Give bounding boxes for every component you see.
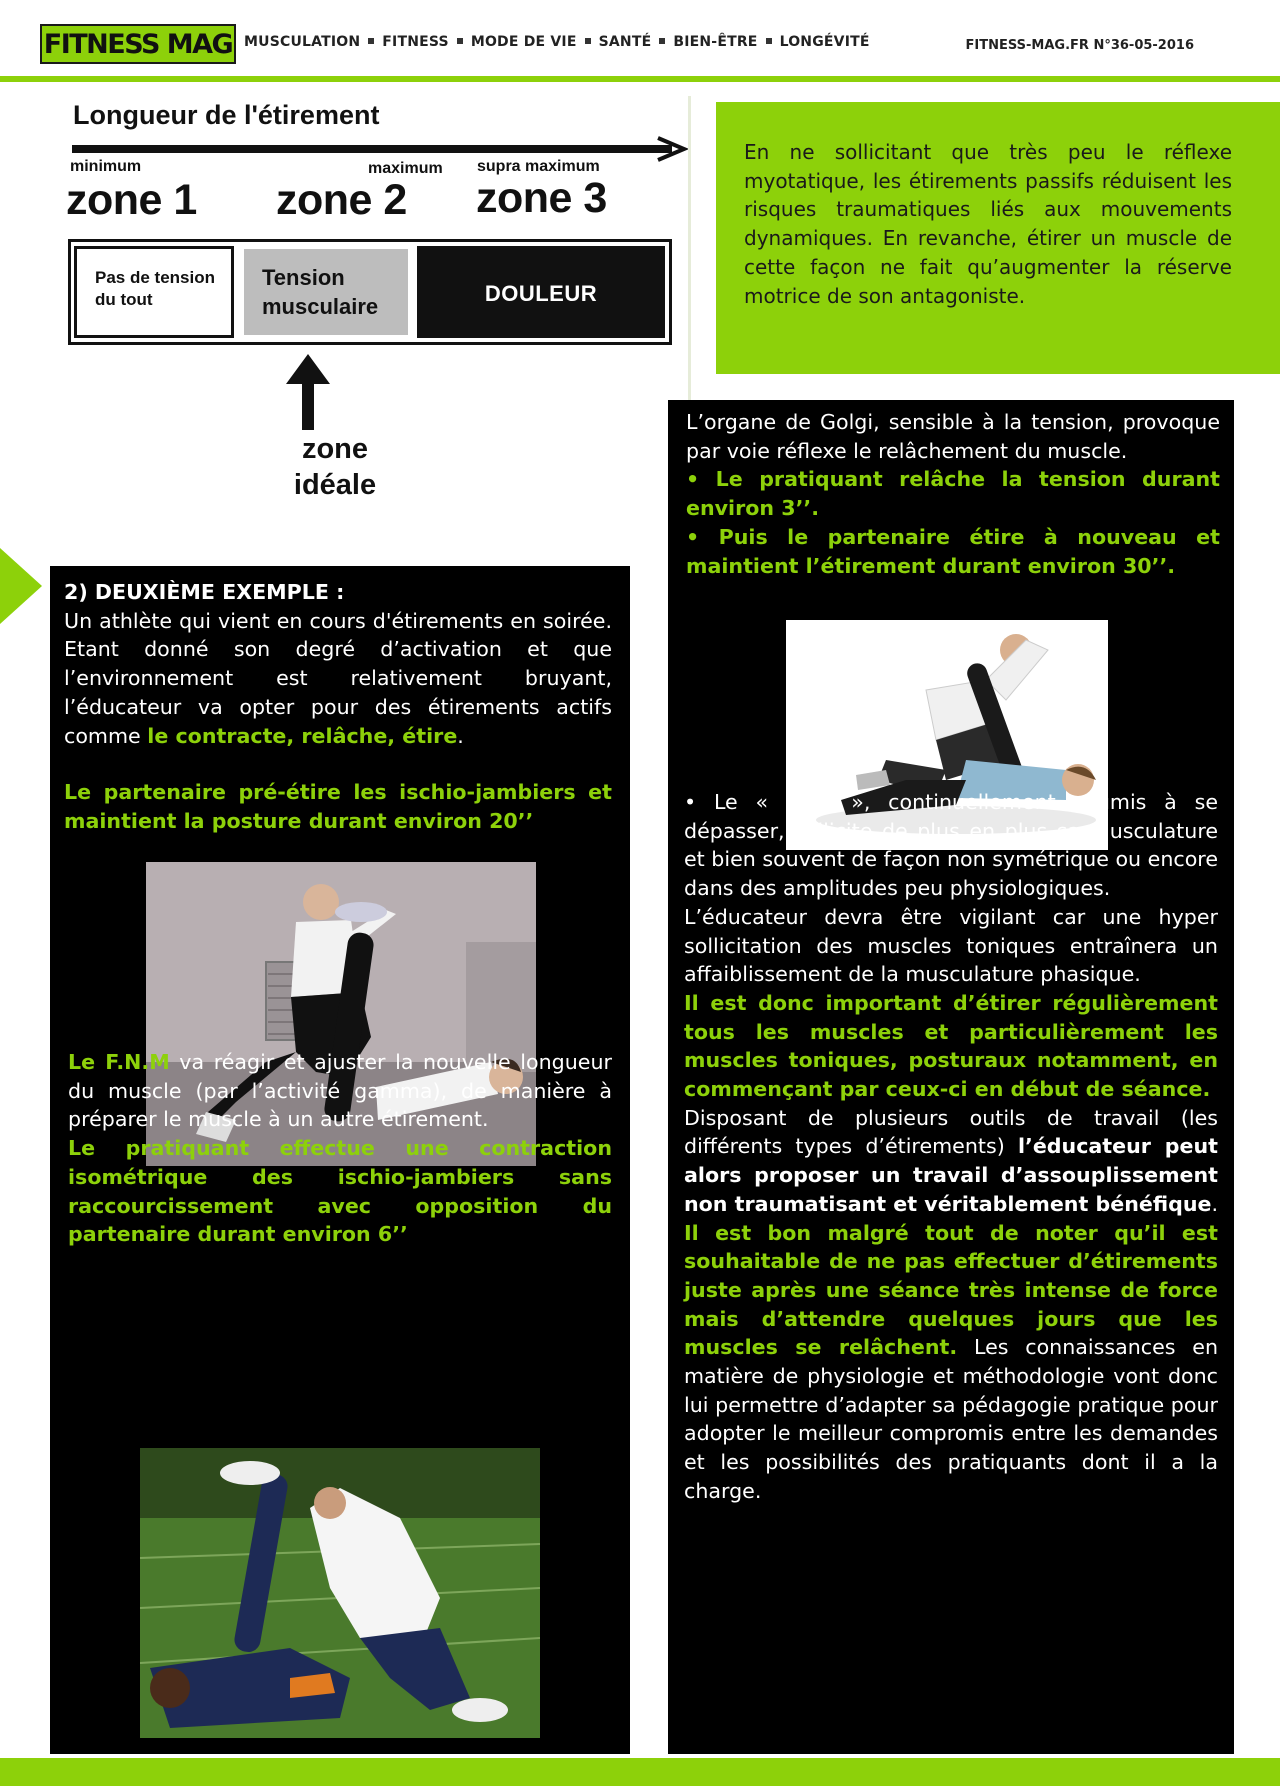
golgi-block [686, 408, 1220, 580]
tools-bold: l’éducateur peut alors proposer un travail d’assouplissement non traumatisant et véritablement bénéfique [684, 1134, 1218, 1216]
photo-illustration [140, 1448, 540, 1738]
nav-item-bien-etre[interactable]: BIEN-ÊTRE [673, 34, 758, 50]
label-minimum: minimum [70, 158, 142, 175]
zone-boxes [68, 239, 672, 345]
logo-text: FITNESS MAG [43, 28, 233, 60]
closing-paragraph [684, 1219, 1218, 1506]
stretch-length-diagram [50, 96, 690, 506]
header-divider [0, 76, 1280, 82]
fnm-paragraph [68, 1048, 612, 1134]
zone-box-pain [417, 246, 665, 338]
tools-paragraph [684, 1104, 1218, 1219]
zone-2-label: zone 2 [276, 176, 407, 224]
zone-box-no-tension-label: Pas de tension du tout [95, 268, 215, 309]
lifter-block [684, 788, 1218, 1506]
paragraph-end: . [457, 723, 464, 748]
tools-text: Disposant de plusieurs outils de travail (les différents types d’étirements) [684, 1105, 1218, 1159]
intro-text: En ne sollicitant que très peu le réflexe myotatique, les étirements passifs réduisent les risques traumatiques liés aux mouvements dynamiques. En revanche, étirer un muscle de cette façon ne fait qu’augmenter la réserve motrice de son antagoniste. [744, 140, 1232, 308]
diagram-title: Longueur de l'étirement [73, 100, 380, 130]
zone-3-label: zone 3 [476, 174, 607, 222]
example-panel-left [50, 566, 630, 1754]
paragraph-text: Un athlète qui vient en cours d'étirements en soirée. Etant donné son degré d’activation et que l’environnement est relativement bruyant, l’éducateur va opter pour des étirements actifs comme [64, 608, 612, 748]
ideal-zone-line1: zone [301, 433, 369, 465]
closing-text: Les connaissances en matière de physiologie et méthodologie vont donc lui permettre d’adapter sa pédagogie pratique pour adopter le meilleur compromis entre les demandes et les possibilités des pratiquants dont il a la charge. [684, 1335, 1218, 1503]
ideal-zone-line2: idéale [293, 469, 377, 501]
zone-1-label: zone 1 [66, 176, 197, 224]
issue-number: FITNESS-MAG.FR N°36-05-2016 [965, 38, 1194, 53]
nav-separator [457, 38, 463, 44]
educator-paragraph: L’éducateur devra être vigilant car une hyper sollicitation des muscles toniques entraînera un affaiblissement de la musculature phasique. [684, 904, 1218, 987]
fnm-text: va réagir et ajuster la nouvelle longueur du muscle (par l’activité gamma), de manière à préparer le muscle à un autre étirement. [68, 1050, 612, 1132]
nav-item-musculation[interactable]: MUSCULATION [244, 34, 361, 50]
closing-advice: Il est bon malgré tout de noter qu’il est souhaitable de ne pas effectuer d’étirements juste après une séance très intense de force mais d’attendre quelques jours que les muscles se relâchent. [684, 1220, 1218, 1360]
magazine-logo [40, 24, 236, 64]
nav-item-mode-de-vie[interactable]: MODE DE VIE [470, 34, 577, 50]
step-contraction: Le pratiquant effectue une contraction isométrique des ischio-jambiers sans raccourcissement avec opposition du partenaire durant environ 6’’ [68, 1136, 612, 1247]
label-maximum: maximum [368, 160, 443, 177]
zone-box-tension-label: Tension musculaire [262, 265, 379, 319]
ideal-zone-label [280, 431, 390, 503]
nav-item-longevite[interactable]: LONGÉVITÉ [779, 34, 870, 50]
section-heading: 2) DEUXIÈME EXEMPLE : [64, 580, 345, 604]
tools-end: . [1211, 1191, 1219, 1216]
nav-item-fitness[interactable]: FITNESS [382, 34, 449, 50]
nav-separator [585, 38, 591, 44]
example-intro [64, 578, 612, 836]
side-arrow-icon [0, 548, 42, 624]
zone-box-no-tension [74, 246, 234, 338]
nav-item-sante[interactable]: SANTÉ [598, 34, 652, 50]
zone-box-pain-label: DOULEUR [484, 281, 598, 306]
photo-partner-stretch-field [140, 1448, 540, 1738]
lifter-paragraph: • Le « lifter », continuellement soumis à se dépasser, sollicite de plus en plus sa musculature et bien souvent de façon non symétrique ou encore dans des amplitudes peu physiologiques. [684, 790, 1218, 901]
nav-separator [368, 38, 374, 44]
fnm-term: Le F.N.M [68, 1050, 170, 1074]
section-nav [244, 34, 870, 50]
nav-separator [659, 38, 665, 44]
important-advice: Il est donc important d’étirer régulièrement tous les muscles et particulièrement les muscles toniques, posturaux notamment, en commençant par ceux-ci en début de séance. [684, 990, 1218, 1102]
fnm-block [68, 1048, 612, 1249]
example-paragraph [64, 607, 612, 751]
nav-separator [766, 38, 772, 44]
label-supra-maximum: supra maximum [477, 158, 600, 175]
arrow-up-icon [286, 354, 330, 430]
intro-callout [716, 102, 1280, 374]
footer-bar [0, 1758, 1280, 1786]
method-highlight: le contracte, relâche, étire [147, 723, 458, 748]
example-panel-right [668, 400, 1234, 1754]
step-prestretch: Le partenaire pré-étire les ischio-jambiers et maintient la posture durant environ 20’’ [64, 780, 612, 833]
golgi-paragraph: L’organe de Golgi, sensible à la tension, provoque par voie réflexe le relâchement du muscle. [686, 410, 1220, 463]
step-relax: • Le pratiquant relâche la tension durant environ 3’’. [686, 467, 1220, 521]
step-restretch: • Puis le partenaire étire à nouveau et maintient l’étirement durant environ 30’’. [686, 524, 1220, 578]
zone-box-tension [241, 246, 411, 338]
